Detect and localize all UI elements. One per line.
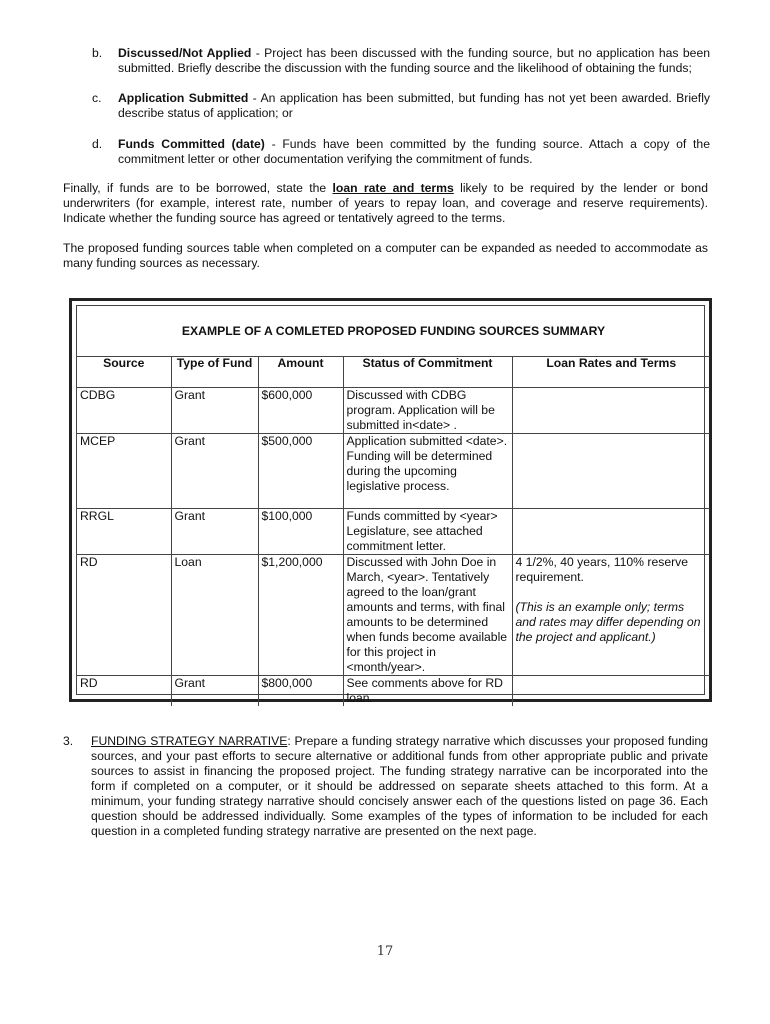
cell-terms (512, 509, 710, 555)
table-row (77, 509, 710, 555)
paragraph-table-note: The proposed funding sources table when completed on a computer can be expanded as needed to accommodate as many funding sources as necessary. (63, 241, 708, 270)
paragraph-loan-terms (63, 181, 708, 226)
funding-sources-table (76, 305, 705, 705)
cell-status: Application submitted <date>. Funding will be determined during the upcoming legislative process. (343, 434, 512, 509)
table-row (77, 434, 710, 509)
item-text: - Funds have been committed by the funding source. Attach a copy of the commitment letter or other documentation verifying the commitment of funds. (118, 137, 710, 166)
list-item-c (92, 91, 710, 121)
table-row (77, 388, 710, 434)
funding-sources-table-frame (69, 298, 712, 705)
list-item-b (92, 46, 710, 76)
cell-source: CDBG (77, 388, 171, 434)
cell-source: MCEP (77, 434, 171, 509)
cell-amount: $100,000 (258, 509, 343, 555)
cell-status: Discussed with CDBG program. Application will be submitted in<date> . (343, 388, 512, 434)
cell-type: Grant (171, 676, 258, 707)
list-item-d (92, 137, 710, 167)
cell-source: RD (77, 555, 171, 676)
terms-note: (This is an example only; terms and rates may differ depending on the project and applicant.) (515, 600, 701, 644)
table-row (77, 676, 710, 707)
section-number: 3. (63, 734, 74, 748)
header-status: Status of Commitment (343, 356, 512, 388)
section-heading: FUNDING STRATEGY NARRATIVE (91, 734, 288, 748)
cell-amount: $600,000 (258, 388, 343, 434)
section-funding-strategy (63, 734, 708, 839)
loan-rate-emphasis: loan rate and terms (332, 181, 454, 195)
cell-terms (512, 676, 710, 707)
cell-amount: $800,000 (258, 676, 343, 707)
item-title: Funds Committed (date) (118, 137, 265, 151)
cell-terms (512, 434, 710, 509)
para-after: likely to be required by the lender or bond underwriters (for example, interest rate, number of years to repay loan, and coverage and reserve requirements). Indicate whether the funding source has agreed or tentatively agreed to the terms. (63, 181, 708, 225)
cell-status: Discussed with John Doe in March, <year>. Tentatively agreed to the loan/grant amounts and terms, with final amounts to be determined when funds become available for this project in <month/year>. (343, 555, 512, 676)
item-letter: b. (92, 46, 103, 60)
cell-type: Loan (171, 555, 258, 676)
funding-table-grid (77, 356, 710, 706)
item-text: - An application has been submitted, but funding has not yet been awarded. Briefly describe status of application; or (118, 91, 710, 120)
cell-terms (512, 388, 710, 434)
para-before: Finally, if funds are to be borrowed, state the (63, 181, 333, 195)
cell-terms (512, 555, 710, 676)
item-title: Application Submitted (118, 91, 249, 105)
item-title: Discussed/Not Applied (118, 46, 252, 60)
item-letter: d. (92, 137, 103, 151)
cell-amount: $500,000 (258, 434, 343, 509)
header-amount: Amount (258, 356, 343, 388)
cell-source: RRGL (77, 509, 171, 555)
cell-amount: $1,200,000 (258, 555, 343, 676)
cell-type: Grant (171, 509, 258, 555)
header-type: Type of Fund (171, 356, 258, 388)
section-text: : Prepare a funding strategy narrative which discusses your proposed funding sources, and your past efforts to secure alternative or additional funds from other appropriate public and private sources to assist in financing the proposed project. The funding strategy narrative can be incorporated into the form if completed on a computer, or it should be addressed on separate sheets attached to this form. At a minimum, your funding strategy narrative should concisely answer each of the questions listed on page 36. Each question should be addressed individually. Some examples of the types of information to be included for each question in a completed funding strategy narrative are presented on the next page. (91, 734, 708, 838)
page-number: 17 (376, 944, 394, 959)
cell-status: See comments above for RD loan. (343, 676, 512, 707)
cell-type: Grant (171, 388, 258, 434)
cell-status: Funds committed by <year> Legislature, see attached commitment letter. (343, 509, 512, 555)
table-row (77, 555, 710, 676)
table-header-row (77, 356, 710, 388)
terms-text: 4 1/2%, 40 years, 110% reserve requirement. (515, 555, 689, 584)
header-terms: Loan Rates and Terms (512, 356, 710, 388)
cell-type: Grant (171, 434, 258, 509)
table-title: EXAMPLE OF A COMLETED PROPOSED FUNDING SOURCES SUMMARY (77, 306, 710, 357)
item-letter: c. (92, 91, 102, 105)
header-source: Source (77, 356, 171, 388)
item-text: - Project has been discussed with the funding source, but no application has been submitted. Briefly describe the discussion with the funding source and the likelihood of obtaining the funds; (118, 46, 710, 75)
cell-source: RD (77, 676, 171, 707)
